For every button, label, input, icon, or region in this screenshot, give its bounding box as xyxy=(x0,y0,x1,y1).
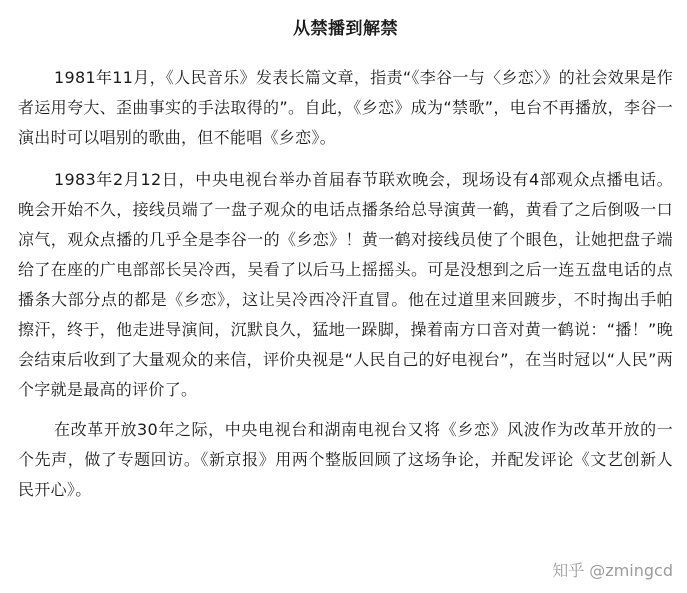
article xyxy=(18,0,673,505)
paragraph-3: 在改革开放30年之际，中央电视台和湖南电视台又将《乡恋》风波作为改革开放的一个先声，做了专题回访。《新京报》用两个整版回顾了这场争论，并配发评论《文艺创新人民开心》。 xyxy=(18,420,673,499)
article-title: 从禁播到解禁 xyxy=(293,19,398,39)
paragraph-2: 1983年2月12日，中央电视台举办首届春节联欢晚会，现场设有4部观众点播电话。晚会开始不久，接线员端了一盘子观众的电话点播条给总导演黄一鹤，黄看了之后倒吸一口凉气，观众点播的几乎全是李谷一的《乡恋》！黄一鹤对接线员使了个眼色，让她把盘子端给了在座的广电部部长吴冷西，吴看了以后马上摇摇头。可是没想到之后一连五盘电话的点播条大部分点的都是《乡恋》，这让吴冷西冷汗直冒。他在过道里来回踱步，不时掏出手帕擦汗，终于，他走进导演间，沉默良久，猛地一跺脚，操着南方口音对黄一鹤说：“播！”晚会结束后收到了大量观众的来信，评价央视是“人民自己的好电视台”，在当时冠以“人民”两个字就是最高的评价了。 xyxy=(18,170,673,399)
zhihu-watermark: 知乎 @zmingcd xyxy=(552,561,673,580)
paragraph-1: 1981年11月，《人民音乐》发表长篇文章，指责“《李谷一与〈乡恋〉》的社会效果是作者运用夸大、歪曲事实的手法取得的”。自此，《乡恋》成为“禁歌”，电台不再播放，李谷一演出时可以唱别的歌曲，但不能唱《乡恋》。 xyxy=(18,68,673,147)
